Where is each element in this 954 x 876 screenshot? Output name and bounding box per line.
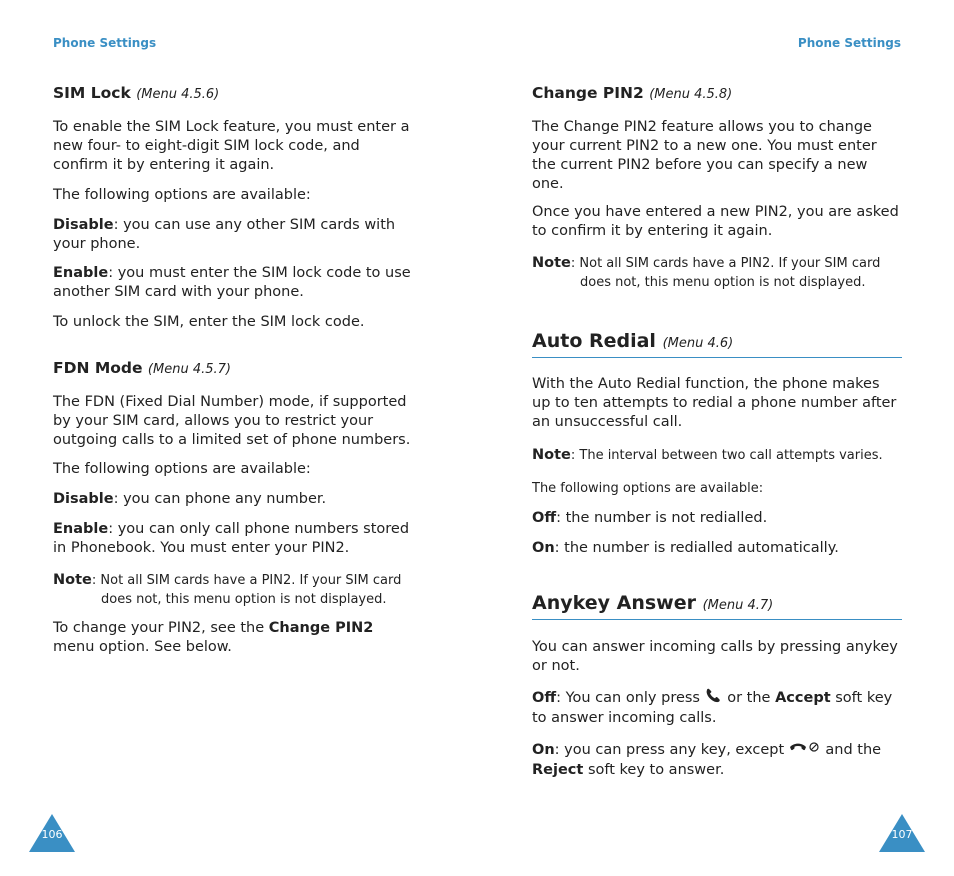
anykey-menu-ref: (Menu 4.7): [702, 598, 774, 613]
auto-redial-paragraph-1: With the Auto Redial function, the phone makes up to ten attempts to redial a phone number after an unsuccessful call.: [532, 376, 897, 430]
pin2-note: [532, 254, 902, 292]
menu-reference-bold: Change PIN2: [268, 620, 374, 636]
section-title-sim-lock: [53, 84, 419, 104]
auto-redial-off-option: [532, 509, 902, 528]
anykey-paragraph-1: You can answer incoming calls by pressing anykey or not.: [532, 639, 898, 674]
running-header-right: Phone Settings: [797, 36, 901, 50]
text: To change your PIN2, see the: [53, 620, 269, 636]
option-text: : you can only call phone numbers stored in Phonebook. You must enter your PIN2.: [53, 521, 410, 556]
text: soft key to answer.: [583, 762, 725, 778]
fdn-disable-option: [53, 490, 419, 509]
option-text: : the number is not redialled.: [556, 510, 768, 526]
page-number-right-text: 107: [891, 828, 913, 841]
pin2-menu-ref: (Menu 4.5.8): [649, 87, 733, 102]
note-text: : The interval between two call attempts varies.: [570, 448, 883, 463]
fdn-title: FDN Mode: [53, 359, 143, 377]
option-text: : the number is redialled automatically.: [554, 540, 839, 556]
option-label: On: [532, 742, 555, 758]
option-label: Enable: [53, 265, 109, 281]
pin2-title: Change PIN2: [532, 84, 644, 102]
auto-redial-on-option: [532, 539, 902, 558]
option-text: : you must enter the SIM lock code to use another SIM card with your phone.: [53, 265, 411, 300]
section-title-auto-redial: [532, 332, 902, 358]
text: and the: [820, 742, 882, 758]
text: or the: [722, 690, 776, 706]
anykey-off-option: [532, 687, 902, 728]
option-label: Disable: [53, 217, 114, 233]
anykey-title: Anykey Answer: [532, 592, 696, 614]
note-text-continued: does not, this menu option is not displayed.: [101, 592, 387, 607]
auto-redial-title: Auto Redial: [532, 330, 656, 352]
sim-lock-paragraph-3: To unlock the SIM, enter the SIM lock code.: [53, 314, 365, 330]
fdn-note: [53, 571, 419, 609]
auto-redial-paragraph-2: The following options are available:: [532, 481, 764, 496]
section-title-anykey-answer: [532, 594, 902, 620]
note-label: Note: [532, 255, 571, 271]
page-number-left: [29, 814, 75, 852]
option-text: : you can use any other SIM cards with your phone.: [53, 217, 396, 252]
fdn-paragraph-1: The FDN (Fixed Dial Number) mode, if supported by your SIM card, allows you to restrict your outgoing calls to a limited set of phone numbers.: [53, 394, 411, 448]
text: menu option. See below.: [53, 639, 232, 655]
section-title-change-pin2: [532, 84, 902, 104]
running-header-left: Phone Settings: [53, 36, 157, 50]
fdn-enable-option: [53, 520, 419, 558]
option-text: : you can phone any number.: [113, 491, 327, 507]
right-column: [532, 84, 902, 780]
fdn-paragraph-2: The following options are available:: [53, 461, 311, 477]
text: : you can press any key, except: [554, 742, 789, 758]
sim-lock-menu-ref: (Menu 4.5.6): [136, 87, 220, 102]
left-column: [53, 84, 419, 657]
pin2-paragraph-1: The Change PIN2 feature allows you to change your current PIN2 to a new one. You must enter the current PIN2 before you can specify a new one.: [532, 119, 877, 192]
text: soft key to answer incoming calls.: [532, 690, 893, 726]
sim-lock-disable-option: [53, 216, 419, 254]
option-label: Enable: [53, 521, 109, 537]
note-text: : Not all SIM cards have a PIN2. If your SIM card: [91, 573, 402, 588]
note-label: Note: [53, 572, 92, 588]
auto-redial-note: [532, 446, 902, 465]
page-number-left-text: 106: [41, 828, 63, 841]
anykey-on-option: [532, 739, 902, 780]
fdn-paragraph-3: [53, 619, 419, 657]
note-text-continued: does not, this menu option is not displayed.: [580, 275, 866, 290]
sim-lock-title: SIM Lock: [53, 84, 131, 102]
option-label: On: [532, 540, 555, 556]
option-label: Off: [532, 690, 557, 706]
page-number-right: [879, 814, 925, 852]
accept-key-label: Accept: [775, 690, 831, 706]
option-label: Disable: [53, 491, 114, 507]
note-label: Note: [532, 447, 571, 463]
fdn-menu-ref: (Menu 4.5.7): [147, 362, 231, 377]
option-label: Off: [532, 510, 557, 526]
phone-end-icon: [789, 739, 821, 761]
phone-send-icon: [705, 687, 723, 709]
pin2-paragraph-2: Once you have entered a new PIN2, you are asked to confirm it by entering it again.: [532, 204, 899, 239]
sim-lock-paragraph-1: To enable the SIM Lock feature, you must enter a new four- to eight-digit SIM lock code, and confirm it by entering it again.: [53, 119, 410, 173]
auto-redial-menu-ref: (Menu 4.6): [662, 336, 734, 351]
reject-key-label: Reject: [532, 762, 584, 778]
sim-lock-paragraph-2: The following options are available:: [53, 187, 311, 203]
note-text: : Not all SIM cards have a PIN2. If your SIM card: [570, 256, 881, 271]
sim-lock-enable-option: [53, 264, 419, 302]
text: : You can only press: [556, 690, 705, 706]
section-title-fdn-mode: [53, 359, 419, 379]
